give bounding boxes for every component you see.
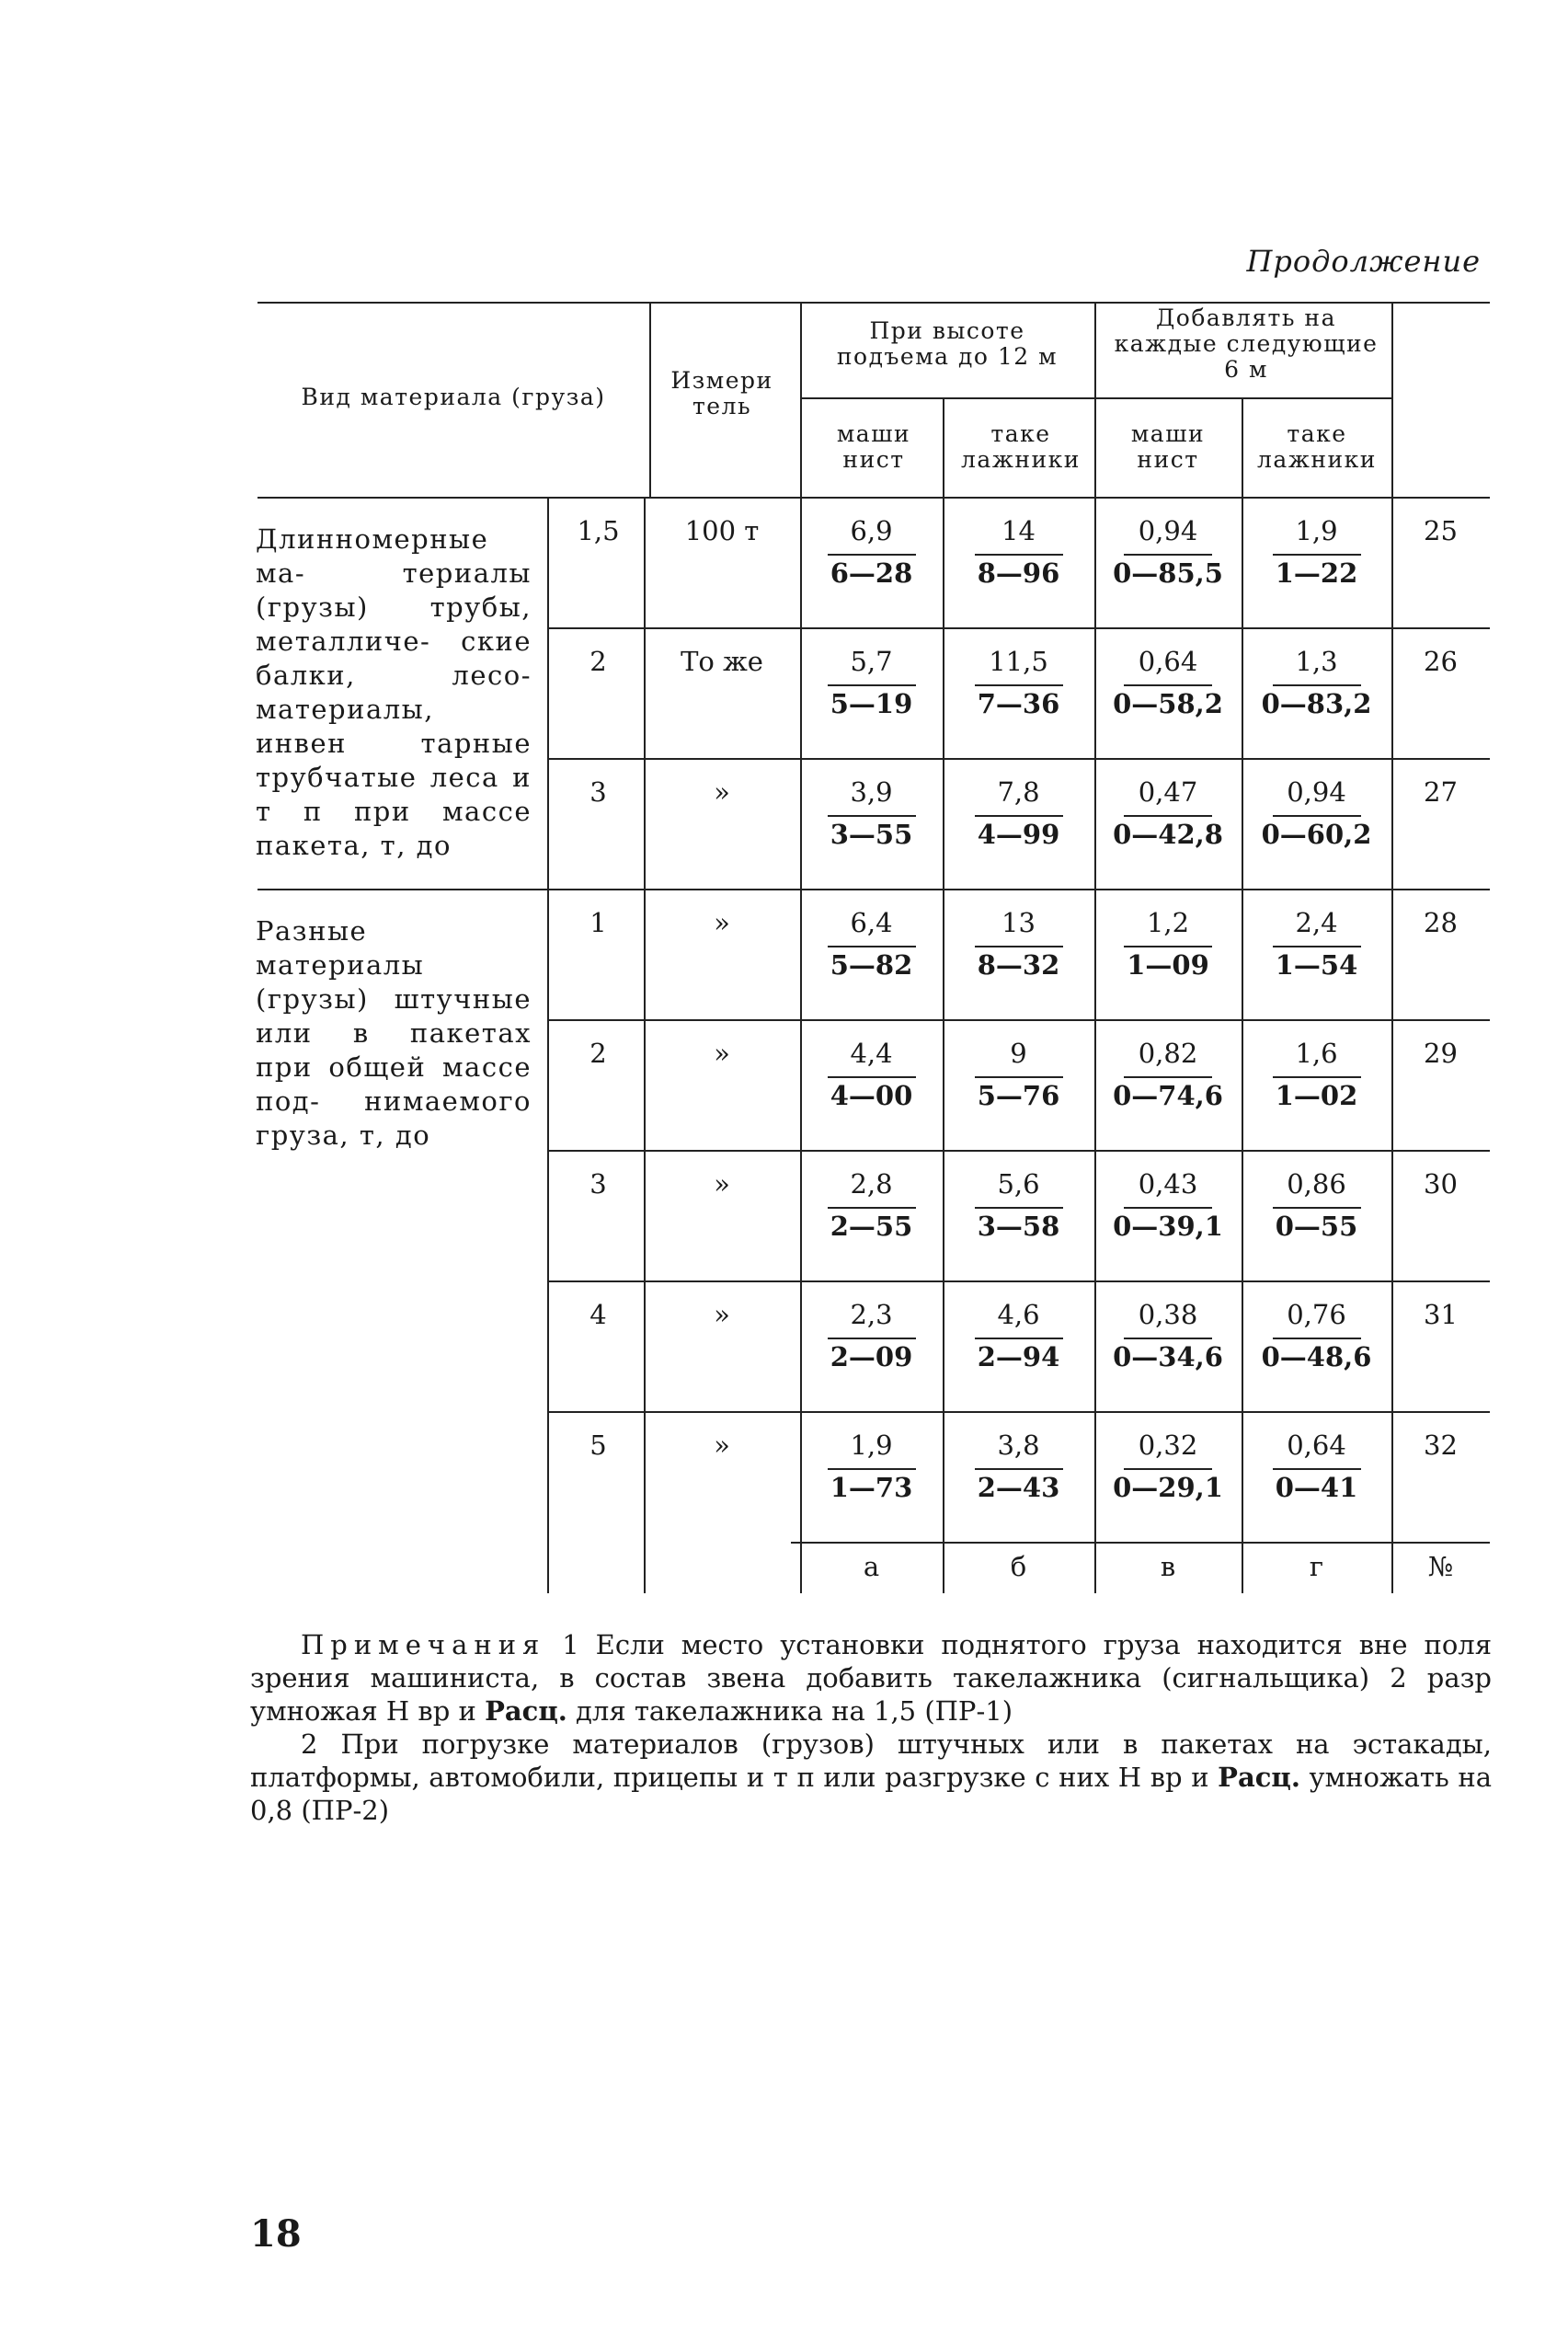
row-number: 28: [1424, 907, 1458, 938]
fraction-line: [828, 1076, 916, 1078]
notes: [250, 1628, 1492, 1827]
fraction-line: [828, 1338, 916, 1339]
fraction-line: [828, 684, 916, 686]
fraction-line: [975, 1076, 1063, 1078]
header-add-group: Добавлять на каждые следующие 6 м: [1114, 304, 1379, 383]
header-col-d: таке лажники: [1257, 420, 1377, 473]
fraction-line: [1273, 1338, 1361, 1339]
row-c-time-norm: 0,43: [1138, 1168, 1198, 1200]
fraction-line: [975, 1338, 1063, 1339]
row-a-time-norm: 6,9: [850, 515, 893, 546]
notes-label: Примечания: [301, 1629, 546, 1660]
fraction-line: [975, 684, 1063, 686]
row-mass: 1,5: [577, 515, 620, 546]
header-col-c: маши нист: [1130, 420, 1206, 473]
fraction-line: [1124, 554, 1212, 556]
fraction-line: [975, 946, 1063, 947]
note-1-end: для такелажника на 1,5 (ПР-1): [567, 1695, 1013, 1727]
fraction-line: [975, 815, 1063, 817]
row-a-rate: 5—82: [830, 949, 913, 981]
fraction-line: [975, 1207, 1063, 1209]
row-c-time-norm: 0,38: [1138, 1299, 1198, 1330]
note-2-start: 2 При погрузке материалов (грузов) штучных или в пакетах на эстакады, платформы, автомобили, прицепы и т п или разгрузке с них Н вр и: [250, 1728, 1492, 1793]
note-2-end: умножать на 0,8 (ПР-2): [250, 1762, 1492, 1826]
row-b-time-norm: 5,6: [997, 1168, 1040, 1200]
row-d-time-norm: 1,9: [1295, 515, 1338, 546]
row-c-time-norm: 0,32: [1138, 1430, 1198, 1461]
footer-col-a: а: [863, 1551, 880, 1582]
fraction-line: [1124, 1076, 1212, 1078]
row-c-rate: 0—58,2: [1113, 688, 1223, 719]
fraction-line: [1273, 554, 1361, 556]
row-c-rate: 0—39,1: [1113, 1211, 1223, 1242]
row-a-rate: 2—09: [830, 1341, 913, 1372]
row-c-time-norm: 0,64: [1138, 646, 1198, 677]
row-b-time-norm: 11,5: [989, 646, 1048, 677]
fraction-line: [1124, 946, 1212, 947]
fraction-line: [1273, 1076, 1361, 1078]
note-2-rasc: Расц.: [1218, 1762, 1300, 1793]
row-number: 25: [1424, 515, 1458, 546]
row-a-time-norm: 4,4: [850, 1038, 893, 1069]
row-d-rate: 0—55: [1275, 1211, 1358, 1242]
row-b-rate: 2—94: [977, 1341, 1060, 1372]
note-1-rasc: Расц.: [485, 1695, 567, 1727]
row-mass: 5: [589, 1430, 607, 1461]
row-c-rate: 0—34,6: [1113, 1341, 1223, 1372]
footer-col-b: б: [1010, 1551, 1027, 1582]
note-2: [250, 1728, 1492, 1827]
fraction-line: [1124, 1338, 1212, 1339]
row-a-rate: 4—00: [830, 1080, 913, 1111]
row-unit: 100 т: [684, 515, 760, 546]
row-a-rate: 2—55: [830, 1211, 913, 1242]
row-b-rate: 5—76: [977, 1080, 1060, 1111]
row-mass: 2: [589, 646, 607, 677]
row-c-time-norm: 0,94: [1138, 515, 1198, 546]
header-material: Вид материала (груза): [301, 384, 606, 410]
row-b-rate: 2—43: [977, 1472, 1060, 1503]
row-c-rate: 0—74,6: [1113, 1080, 1223, 1111]
footer-col-c: в: [1160, 1551, 1176, 1582]
row-d-time-norm: 0,94: [1287, 776, 1346, 808]
row-mass: 1: [589, 907, 607, 938]
header-col-b: таке лажники: [961, 420, 1081, 473]
row-b-rate: 3—58: [977, 1211, 1060, 1242]
row-b-rate: 4—99: [977, 819, 1060, 850]
fraction-line: [1273, 1207, 1361, 1209]
row-d-rate: 1—54: [1275, 949, 1358, 981]
fraction-line: [1124, 1468, 1212, 1470]
row-d-rate: 0—60,2: [1261, 819, 1372, 850]
row-a-time-norm: 2,3: [850, 1299, 893, 1330]
row-c-rate: 0—42,8: [1113, 819, 1223, 850]
header-unit: Измери тель: [670, 367, 773, 419]
row-a-time-norm: 3,9: [850, 776, 893, 808]
fraction-line: [1124, 1207, 1212, 1209]
fraction-line: [1273, 1468, 1361, 1470]
row-a-rate: 1—73: [830, 1472, 913, 1503]
row-mass: 4: [589, 1299, 607, 1330]
header-height-group: При высоте подъема до 12 м: [836, 317, 1059, 370]
group-long-materials: Длинномерные ма- териалы (грузы) трубы, металличе- ские балки, лесо- материалы, инвен тарные трубчатые леса и т п при массе пакета, т, до: [256, 523, 532, 861]
row-b-time-norm: 14: [1001, 515, 1036, 546]
row-d-rate: 0—41: [1275, 1472, 1358, 1503]
fraction-line: [1273, 946, 1361, 947]
row-c-time-norm: 0,82: [1138, 1038, 1198, 1069]
fraction-line: [828, 554, 916, 556]
row-b-rate: 8—96: [977, 557, 1060, 589]
row-number: 30: [1424, 1168, 1458, 1200]
row-d-time-norm: 0,76: [1287, 1299, 1346, 1330]
footer-num: №: [1427, 1551, 1454, 1582]
row-b-time-norm: 4,6: [997, 1299, 1040, 1330]
row-d-time-norm: 0,64: [1287, 1430, 1346, 1461]
fraction-line: [1273, 815, 1361, 817]
row-d-time-norm: 0,86: [1287, 1168, 1346, 1200]
row-a-rate: 3—55: [830, 819, 913, 850]
fraction-line: [828, 1468, 916, 1470]
row-mass: 2: [589, 1038, 607, 1069]
row-mass: 3: [589, 1168, 607, 1200]
row-b-time-norm: 7,8: [997, 776, 1040, 808]
row-number: 29: [1424, 1038, 1458, 1069]
row-unit: »: [714, 1168, 730, 1200]
row-b-rate: 8—32: [977, 949, 1060, 981]
fraction-line: [828, 1207, 916, 1209]
header-col-a: маши нист: [836, 420, 911, 473]
fraction-line: [828, 815, 916, 817]
row-a-rate: 6—28: [830, 557, 913, 589]
continuation-label: Продолжение: [1246, 244, 1481, 279]
note-1: [250, 1628, 1492, 1728]
row-d-rate: 1—22: [1275, 557, 1358, 589]
row-unit: »: [714, 1299, 730, 1330]
fraction-line: [1124, 815, 1212, 817]
row-a-time-norm: 2,8: [850, 1168, 893, 1200]
row-unit: »: [714, 907, 730, 938]
row-d-rate: 1—02: [1275, 1080, 1358, 1111]
row-unit: »: [714, 776, 730, 808]
row-c-rate: 0—29,1: [1113, 1472, 1223, 1503]
fraction-line: [1273, 684, 1361, 686]
row-number: 32: [1424, 1430, 1458, 1461]
row-number: 27: [1424, 776, 1458, 808]
row-c-time-norm: 1,2: [1146, 907, 1190, 938]
row-b-time-norm: 9: [1010, 1038, 1027, 1069]
row-b-time-norm: 13: [1001, 907, 1036, 938]
note-1-start: 1 Если место установки поднятого груза находится вне поля зрения машиниста, в состав звена добавить такелажника (сигнальщика) 2 разр умножая Н вр и: [250, 1629, 1493, 1727]
fraction-line: [1124, 684, 1212, 686]
footer-col-d: г: [1309, 1551, 1324, 1582]
group-various-materials: Разные материалы (грузы) штучные или в пакетах при общей массе под- нимаемого груза, т, до: [256, 915, 532, 1151]
row-d-time-norm: 2,4: [1295, 907, 1338, 938]
page-number: 18: [250, 2212, 302, 2256]
row-d-time-norm: 1,3: [1295, 646, 1338, 677]
row-d-time-norm: 1,6: [1295, 1038, 1338, 1069]
row-unit: »: [714, 1038, 730, 1069]
row-number: 31: [1424, 1299, 1458, 1330]
row-a-rate: 5—19: [830, 688, 913, 719]
fraction-line: [975, 1468, 1063, 1470]
row-b-time-norm: 3,8: [997, 1430, 1040, 1461]
row-d-rate: 0—83,2: [1261, 688, 1372, 719]
row-d-rate: 0—48,6: [1261, 1341, 1372, 1372]
row-c-rate: 0—85,5: [1113, 557, 1223, 589]
row-a-time-norm: 5,7: [850, 646, 893, 677]
row-unit: То же: [681, 646, 763, 677]
fraction-line: [828, 946, 916, 947]
row-a-time-norm: 6,4: [850, 907, 893, 938]
row-a-time-norm: 1,9: [850, 1430, 893, 1461]
fraction-line: [975, 554, 1063, 556]
row-b-rate: 7—36: [977, 688, 1060, 719]
row-number: 26: [1424, 646, 1458, 677]
row-mass: 3: [589, 776, 607, 808]
row-unit: »: [714, 1430, 730, 1461]
row-c-time-norm: 0,47: [1138, 776, 1198, 808]
row-c-rate: 1—09: [1127, 949, 1209, 981]
